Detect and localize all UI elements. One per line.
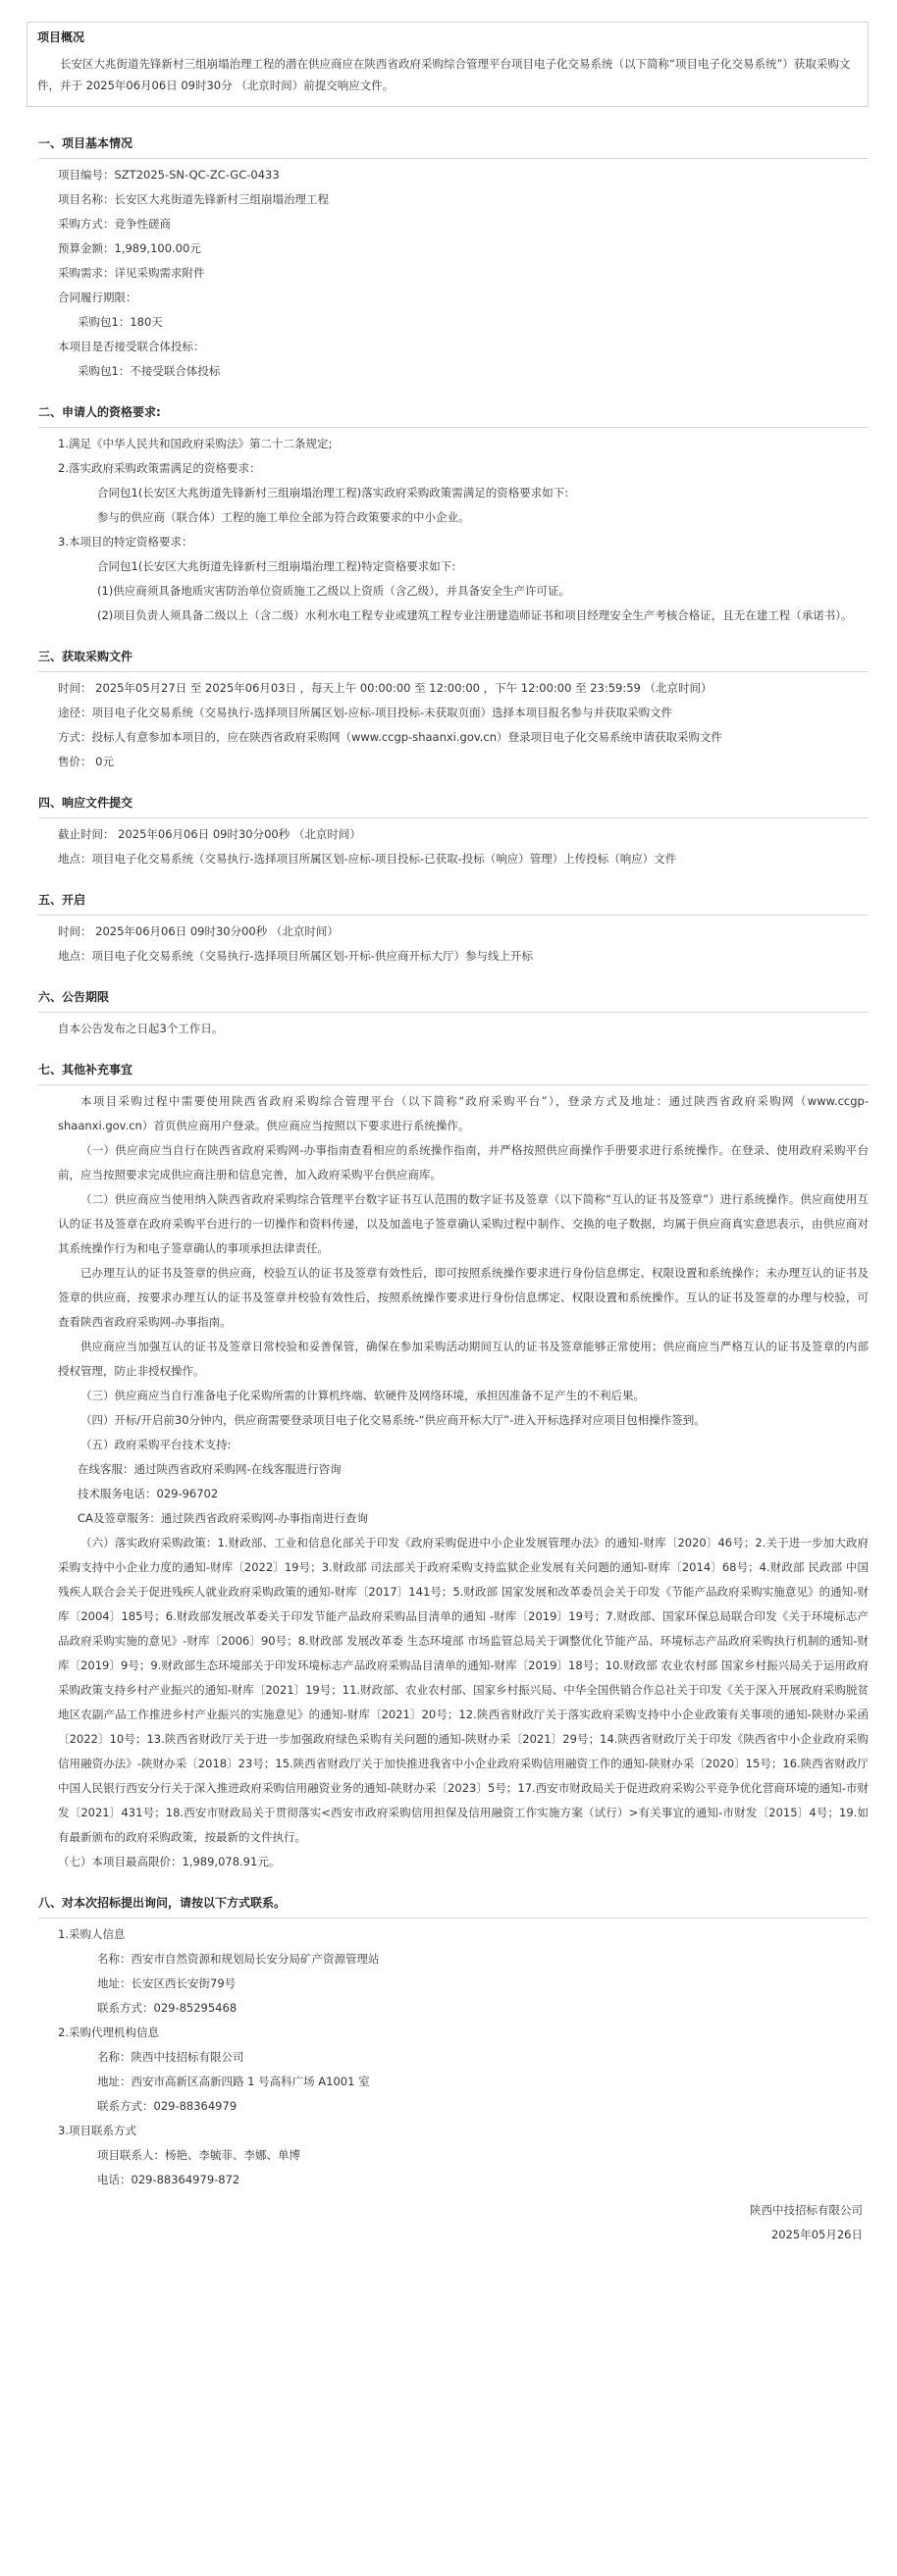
other-paragraph: （五）政府采购平台技术支持:: [80, 1438, 232, 1451]
procurement-requirement: 采购需求：详见采购需求附件: [58, 266, 205, 280]
project-contacts: 项目联系人：杨艳、李毓菲、李娜、单博: [97, 2148, 300, 2162]
qualification-detail: 参与的供应商（联合体）工程的施工单位全部为符合政策要求的中小企业。: [97, 510, 470, 524]
signature-org: 陕西中技招标有限公司: [750, 2203, 863, 2217]
agency-name: 名称：陕西中技招标有限公司: [97, 2050, 244, 2064]
section-opening: [38, 891, 869, 969]
opening-time: 时间： 2025年06月06日 09时30分00秒 （北京时间）: [58, 924, 339, 938]
contract-period-label: 合同履行期限：: [58, 290, 137, 304]
support-ca-service: CA及签章服务：通过陕西省政府采购网-办事指南进行查询: [78, 1511, 369, 1525]
section-obtain-documents: [38, 648, 869, 774]
purchaser-phone: 联系方式：029-85295468: [97, 2001, 237, 2015]
section-contact: [38, 1894, 869, 2192]
submission-deadline: 截止时间： 2025年06月06日 09时30分00秒 （北京时间）: [58, 827, 361, 841]
section-other-matters: [38, 1061, 869, 1874]
qualification-item: 3.本项目的特定资格要求：: [58, 535, 193, 549]
divider: [38, 1918, 869, 1919]
section-heading: 二、申请人的资格要求:: [38, 405, 161, 419]
max-price: （七）本项目最高限价：1,989,078.91元。: [58, 1855, 281, 1868]
opening-place: 地点：项目电子化交易系统（交易执行-选择项目所属区划-开标-供应商开标大厅）参与线上开标: [58, 949, 533, 963]
contact-group-title: 1.采购人信息: [58, 1927, 126, 1941]
project-number: 项目编号：SZT2025-SN-QC-ZC-GC-0433: [58, 168, 280, 182]
agency-phone: 联系方式：029-88364979: [97, 2099, 237, 2113]
section-heading: 八、对本次招标提出询问，请按以下方式联系。: [38, 1896, 287, 1910]
purchaser-address: 地址：长安区西长安街79号: [97, 1976, 237, 1990]
other-paragraph: （四）开标/开启前30分钟内，供应商需要登录项目电子化交易系统-“供应商开标大厅”-进入开标选择对应项目包相操作签到。: [80, 1413, 706, 1427]
divider: [38, 1084, 869, 1085]
obtain-time: 时间： 2025年05月27日 至 2025年06月03日 ，每天上午 00:00:00 至 12:00:00 ，下午 12:00:00 至 23:59:59 （北京时间）: [58, 681, 712, 695]
agency-address: 地址：西安市高新区高新四路 1 号高科广场 A1001 室: [97, 2075, 370, 2088]
submission-place: 地点：项目电子化交易系统（交易执行-选择项目所属区划-应标-项目投标-已获取-投标（响应）管理）上传投标（响应）文件: [58, 852, 677, 866]
section-heading: 四、响应文件提交: [38, 796, 133, 810]
qualification-detail: (1)供应商须具备地质灾害防治单位资质施工乙级以上资质（含乙级），并具备安全生产许可证。: [97, 584, 571, 598]
procurement-method: 采购方式：竞争性磋商: [58, 217, 171, 231]
section-notice-period: [38, 988, 869, 1041]
overview-title: 项目概况: [37, 30, 85, 44]
signature-date: 2025年05月26日: [770, 2228, 863, 2241]
section-heading: 七、其他补充事宜: [38, 1063, 133, 1077]
policy-paragraph: （六）落实政府采购政策：1.财政部、工业和信息化部关于印发《政府采购促进中小企业发展管理办法》的通知-财库〔2020〕46号；2.关于进一步加大政府采购支持中小企业力度的通知-财库〔2022〕19号；3.财政部 司法部关于政府采购支持监狱企业发展有关问题的通知-财库〔2014〕68号；4.财政部 民政部 中国残疾人联合会关于促进残疾人就业政府采购政策的通知-财库〔2017〕141号；5.财政部 国家发展和改革委员会关于印发《节能产品政府采购实施意见》的通知-财库〔2004〕185号；6.财政部发展改革委关于印发节能产品政府采购品目清单的通知 -财库〔2019〕19号；7.财政部、国家环保总局联合印发《关于环境标志产品政府采购实施的意见》-财库〔2006〕90号；8.财政部 发展改革委 生态环境部 市场监管总局关于调整优化节能产品、环境标志产品政府采购执行机制的通知-财库〔2019〕9号；9.财政部生态环境部关于印发环境标志产品政府采购品目清单的通知-财库〔2019〕18号；10.财政部 农业农村部 国家乡村振兴局关于运用政府采购政策支持乡村产业振兴的通知-财库〔2021〕19号；11.财政部、农业农村部、国家乡村振兴局、中华全国供销合作总社关于印发《关于深入开展政府采购脱贫地区农副产品工作推进乡村产业振兴的实施意见》的通知-财库〔2021〕20号；12.陕西省财政厅关于落实政府采购支持中小企业政策有关事项的通知-陕财办采函〔2022〕10号；13.陕西省财政厅关于进一步加强政府绿色采购有关问题的通知-陕财办采〔2021〕29号；14.陕西省财政厅关于印发《陕西省中小企业政府采购信用融资办法》-陕财办采〔2018〕23号；15.陕西省财政厅关于加快推进我省中小企业政府采购信用融资工作的通知-陕财办采〔2020〕15号；16.陕西省财政厅 中国人民银行西安分行关于深入推进政府采购信用融资业务的通知-陕财办采〔2023〕5号；17.西安市财政局关于促进政府采购公平竞争优化营商环境的通知-市财发〔2021〕431号；18.西安市财政局关于贯彻落实<西安市政府采购信用担保及信用融资工作实施方案（试行）>有关事宜的通知-市财发〔2015〕4号；19.如有最新颁布的政府采购政策，按最新的文件执行。: [58, 1536, 869, 1844]
consortium-label: 本项目是否接受联合体投标：: [58, 340, 205, 353]
section-submission: [38, 794, 869, 871]
qualification-item: 1.满足《中华人民共和国政府采购法》第二十二条规定;: [58, 437, 333, 450]
other-paragraph: （二）供应商应当使用纳入陕西省政府采购综合管理平台数字证书互认范围的数字证书及签章（以下简称“互认的证书及签章”）进行系统操作。供应商使用互认的证书及签章在政府采购平台进行的一切操作和资料传递，以及加盖电子签章确认采购过程中制作、交换的电子数据，均属于供应商真实意思表示，由供应商对其系统操作行为和电子签章确认的事项承担法律责任。: [58, 1192, 869, 1255]
divider: [38, 671, 869, 672]
obtain-price: 售价： 0元: [58, 755, 114, 768]
project-name: 项目名称：长安区大兆街道先锋新村三组崩塌治理工程: [58, 192, 329, 206]
other-paragraph: 供应商应当加强互认的证书及签章日常校验和妥善保管，确保在参加采购活动期间互认的证书及签章能够正常使用；供应商应当严格互认的证书及签章的内部授权管理，防止非授权操作。: [58, 1340, 869, 1378]
other-paragraph: （三）供应商应当自行准备电子化采购所需的计算机终端、软硬件及网络环境，承担因准备不足产生的不利后果。: [80, 1389, 645, 1402]
divider: [38, 158, 869, 159]
qualification-detail: 合同包1(长安区大兆街道先锋新村三组崩塌治理工程)落实政府采购政策需满足的资格要求如下:: [97, 486, 569, 499]
contact-group-title: 3.项目联系方式: [58, 2124, 136, 2137]
divider: [38, 1012, 869, 1013]
project-phone: 电话：029-88364979-872: [97, 2173, 240, 2186]
consortium-value: 采购包1：不接受联合体投标: [78, 364, 221, 378]
contract-period-value: 采购包1：180天: [78, 315, 163, 329]
section-basic-info: [38, 134, 869, 384]
divider: [38, 427, 869, 428]
other-paragraph: 本项目采购过程中需要使用陕西省政府采购综合管理平台（以下简称“政府采购平台”），登录方式及地址：通过陕西省政府采购网（www.ccgp-shaanxi.gov.cn）首页供应商用户登录。供应商应当按照以下要求进行系统操作。: [58, 1094, 869, 1132]
section-heading: 六、公告期限: [38, 990, 110, 1004]
overview-text: 长安区大兆街道先锋新村三组崩塌治理工程的潜在供应商应在陕西省政府采购综合管理平台项目电子化交易系统（以下简称“项目电子化交易系统”）获取采购文件，并于 2025年06月06日 09时30分 （北京时间）前提交响应文件。: [37, 57, 851, 92]
project-overview-box: [26, 22, 869, 107]
qualification-detail: 合同包1(长安区大兆街道先锋新村三组崩塌治理工程)特定资格要求如下:: [97, 559, 456, 573]
section-qualifications: [38, 403, 869, 628]
section-heading: 一、项目基本情况: [38, 136, 133, 150]
section-heading: 五、开启: [38, 893, 86, 907]
announcement-page: [17, 0, 880, 2247]
divider: [38, 915, 869, 916]
qualification-item: 2.落实政府采购政策需满足的资格要求：: [58, 461, 261, 475]
support-phone: 技术服务电话：029-96702: [78, 1487, 219, 1500]
other-paragraph: 已办理互认的证书及签章的供应商，校验互认的证书及签章有效性后，即可按照系统操作要求进行身份信息绑定、权限设置和系统操作；未办理互认的证书及签章的供应商，按要求办理互认的证书及签章并校验有效性后，按照系统操作要求进行身份信息绑定、权限设置和系统操作。互认的证书及签章的办理与校验，可查看陕西省政府采购网-办事指南。: [58, 1266, 869, 1329]
purchaser-name: 名称：西安市自然资源和规划局长安分局矿产资源管理站: [97, 1952, 380, 1966]
obtain-method: 方式：投标人有意参加本项目的，应在陕西省政府采购网（www.ccgp-shaanxi.gov.cn）登录项目电子化交易系统申请获取采购文件: [58, 730, 723, 744]
other-paragraph: （一）供应商应当自行在陕西省政府采购网-办事指南查看相应的系统操作指南，并严格按照供应商操作手册要求进行系统操作。在登录、使用政府采购平台前，应当按照要求完成供应商注册和信息完善，加入政府采购平台供应商库。: [58, 1143, 869, 1182]
contact-group-title: 2.采购代理机构信息: [58, 2025, 159, 2039]
obtain-route: 途径：项目电子化交易系统（交易执行-选择项目所属区划-应标-项目投标-未获取页面）选择本项目报名参与并获取采购文件: [58, 706, 673, 719]
budget-amount: 预算金额：1,989,100.00元: [58, 241, 201, 255]
divider: [38, 817, 869, 818]
qualification-detail: (2)项目负责人须具备二级以上（含二级）水利水电工程专业或建筑工程专业注册建造师证书和项目经理安全生产考核合格证，且无在建工程（承诺书）。: [97, 608, 853, 622]
notice-period-text: 自本公告发布之日起3个工作日。: [58, 1022, 224, 1035]
support-online-service: 在线客服：通过陕西省政府采购网-在线客服进行咨询: [78, 1462, 342, 1476]
signature-block: [38, 2198, 869, 2247]
section-heading: 三、获取采购文件: [38, 650, 133, 663]
